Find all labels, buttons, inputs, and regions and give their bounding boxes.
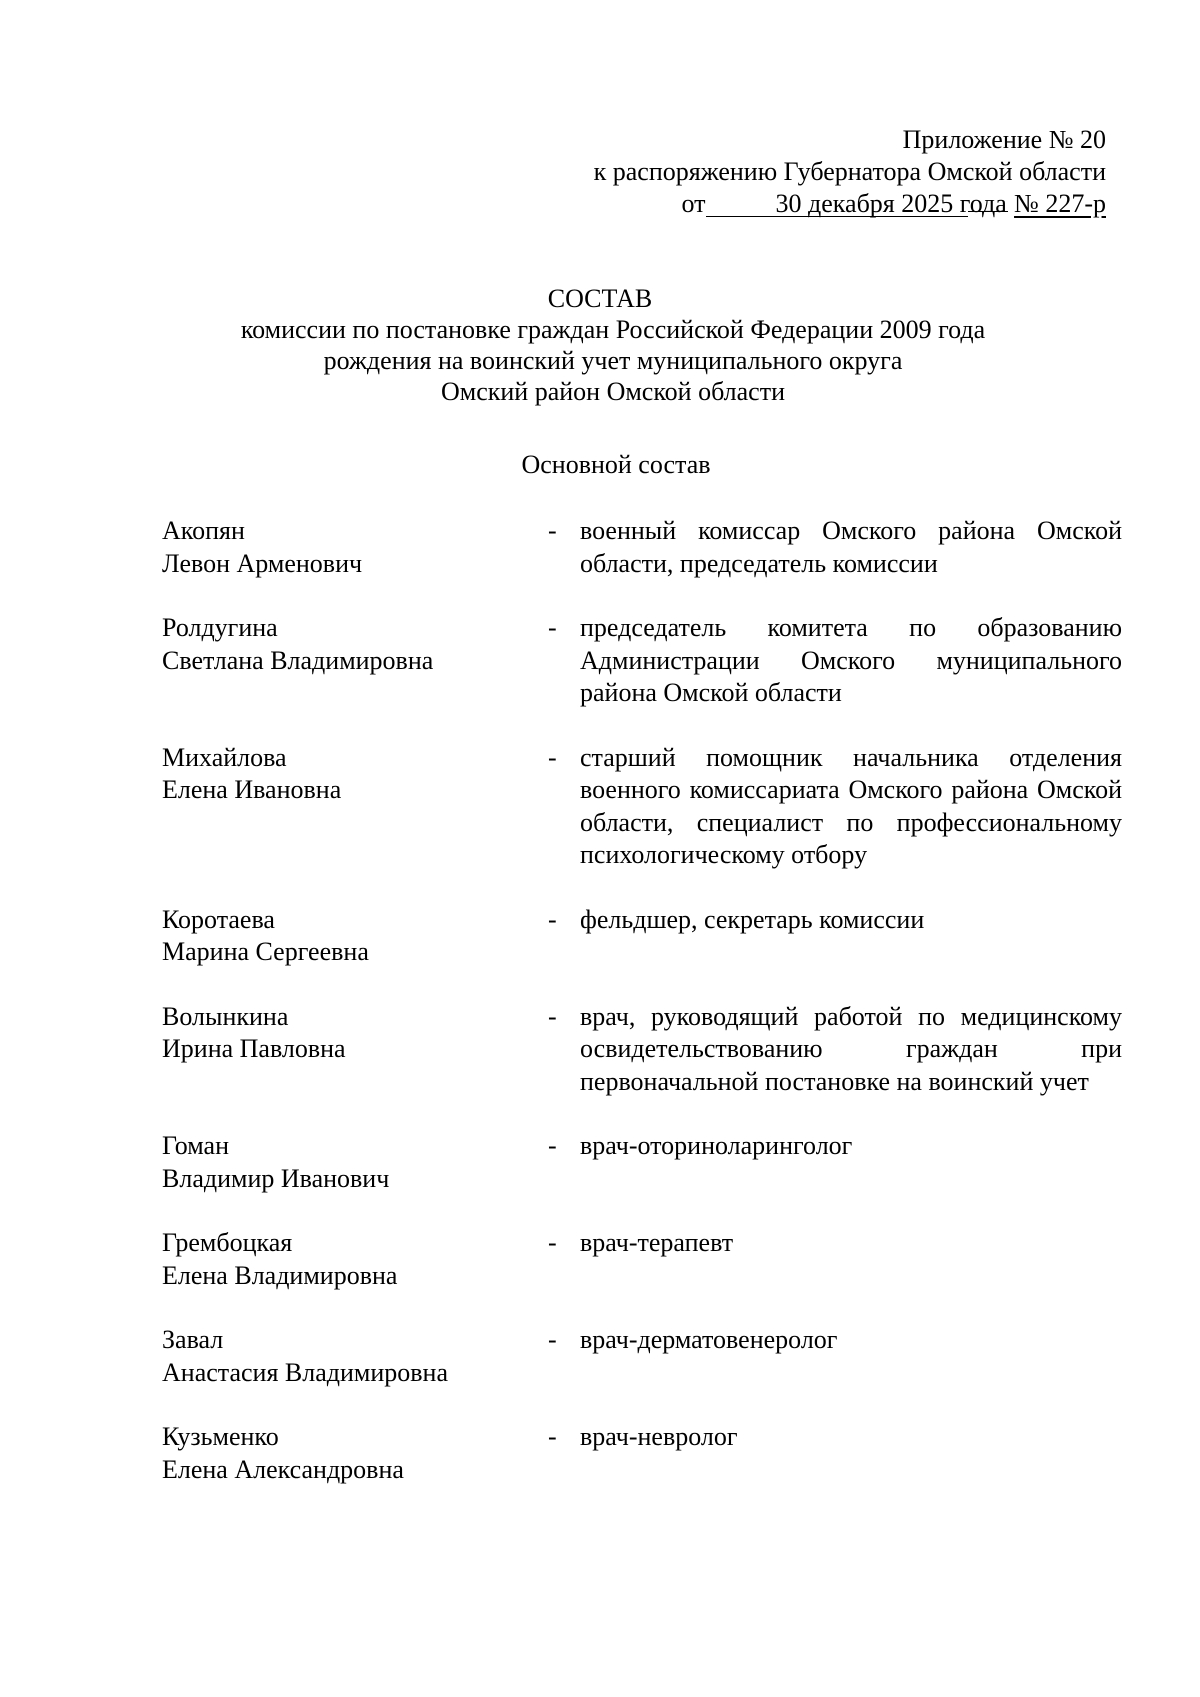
member-surname: Завал	[162, 1325, 224, 1354]
member-name	[162, 1227, 522, 1292]
member-name	[162, 515, 522, 580]
member-given-name: Владимир Иванович	[162, 1163, 390, 1193]
member-given-name: Светлана Владимировна	[162, 645, 434, 675]
member-row	[162, 1324, 1122, 1389]
member-given-name: Анастасия Владимировна	[162, 1357, 448, 1387]
member-name	[162, 1324, 522, 1389]
appendix-number: Приложение № 20	[902, 125, 1106, 154]
member-surname: Гоман	[162, 1131, 229, 1160]
member-list	[162, 515, 1122, 1486]
member-role: врач-невролог	[580, 1422, 738, 1451]
member-row	[162, 1130, 1122, 1195]
title-heading: СОСТАВ	[547, 284, 653, 313]
document-number: № 227-р	[1014, 189, 1106, 218]
separator-dash: -	[548, 1228, 557, 1257]
member-surname: Грембоцкая	[162, 1228, 293, 1257]
date-prefix: от	[681, 189, 706, 218]
appendix-date-line	[594, 188, 1106, 220]
member-surname: Акопян	[162, 516, 245, 545]
member-row	[162, 904, 1122, 969]
separator-dash: -	[548, 516, 557, 545]
date-underline-gap	[968, 211, 1008, 212]
member-name	[162, 1421, 522, 1486]
member-given-name: Елена Владимировна	[162, 1260, 398, 1290]
document-title	[0, 283, 1200, 407]
member-row	[162, 742, 1122, 872]
member-given-name: Марина Сергеевна	[162, 937, 369, 966]
member-role: председатель комитета по образованию Администрации Омского муниципального района Омской области	[580, 613, 1122, 707]
member-role: врач-дерматовенеролог	[580, 1325, 838, 1354]
member-role: фельдшер, секретарь комиссии	[580, 904, 925, 934]
member-given-name: Елена Александровна	[162, 1454, 404, 1484]
member-name	[162, 1001, 522, 1066]
member-surname: Волынкина	[162, 1001, 289, 1031]
separator-dash: -	[548, 904, 557, 934]
title-line-1: комиссии по постановке граждан Российской Федерации 2009 года	[240, 315, 986, 344]
member-name	[162, 612, 522, 677]
member-name	[162, 742, 522, 807]
title-line-2: рождения на воинский учет муниципального округа	[323, 346, 903, 375]
member-role: старший помощник начальника отделения военного комиссариата Омского района Омской области, специалист по профессиональному психологическому отбору	[580, 742, 1122, 869]
member-row	[162, 1227, 1122, 1292]
document-date: 30 декабря 2025 года	[706, 192, 968, 217]
member-surname: Ролдугина	[162, 613, 278, 642]
member-surname: Михайлова	[162, 742, 287, 772]
separator-dash: -	[548, 613, 557, 642]
separator-dash: -	[548, 1325, 557, 1354]
separator-dash: -	[548, 742, 557, 772]
member-row	[162, 515, 1122, 580]
appendix-reference: к распоряжению Губернатора Омской области	[593, 157, 1106, 186]
member-role: врач, руководящий работой по медицинскому освидетельствованию граждан при первоначальной постановке на воинский учет	[580, 1001, 1122, 1096]
member-role: врач-терапевт	[580, 1228, 734, 1257]
member-surname: Кузьменко	[162, 1422, 279, 1451]
separator-dash: -	[548, 1422, 557, 1451]
member-name	[162, 904, 522, 969]
member-role: врач-оториноларинголог	[580, 1131, 853, 1160]
member-row	[162, 1001, 1122, 1099]
member-row	[162, 1421, 1122, 1486]
member-given-name: Ирина Павловна	[162, 1034, 346, 1063]
title-line-3: Омский район Омской области	[440, 377, 785, 406]
member-given-name: Елена Ивановна	[162, 775, 342, 804]
section-heading: Основной состав	[521, 450, 711, 479]
member-row	[162, 612, 1122, 710]
member-given-name: Левон Арменович	[162, 548, 363, 578]
member-name	[162, 1130, 522, 1195]
separator-dash: -	[548, 1131, 557, 1160]
member-surname: Коротаева	[162, 904, 275, 934]
member-role: военный комиссар Омского района Омской области, председатель комиссии	[580, 516, 1122, 578]
appendix-header	[594, 124, 1106, 220]
separator-dash: -	[548, 1001, 557, 1031]
